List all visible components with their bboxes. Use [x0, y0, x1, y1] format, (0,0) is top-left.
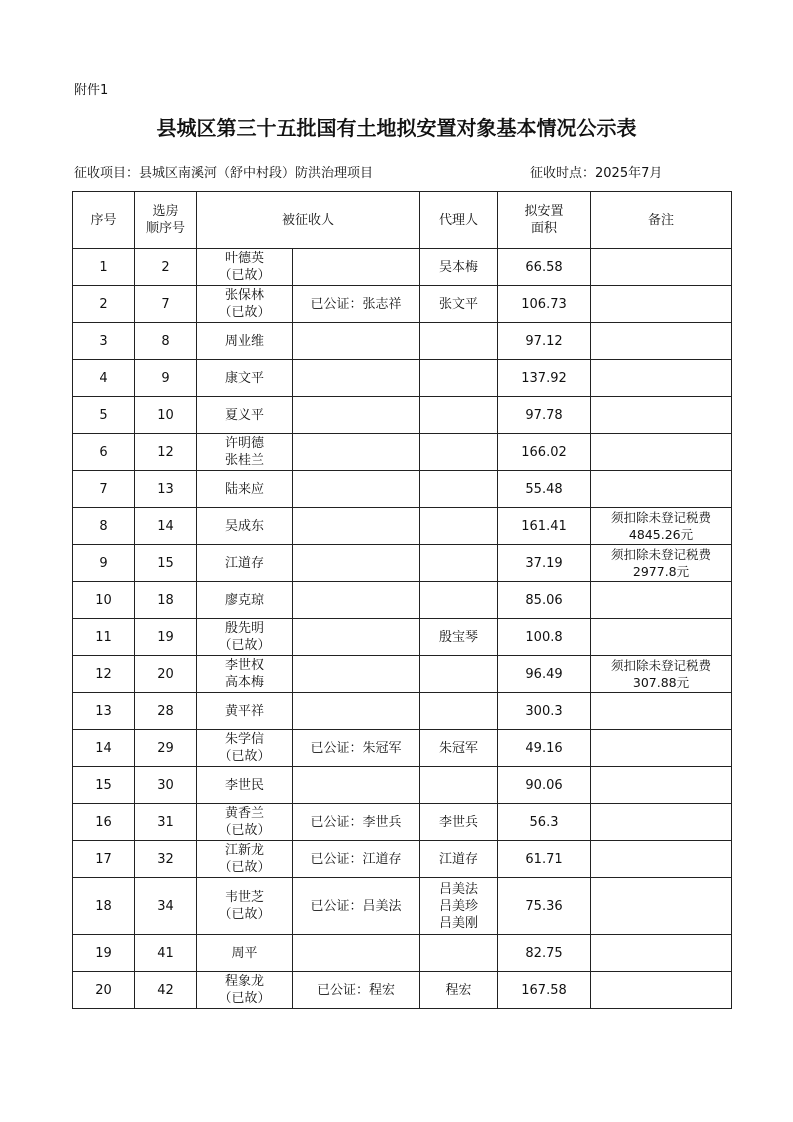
cell-area: 56.3	[498, 804, 591, 841]
cell-order: 42	[135, 972, 197, 1009]
table-row	[73, 767, 732, 804]
cell-remark	[591, 471, 732, 508]
cell-remark	[591, 730, 732, 767]
table-row	[73, 935, 732, 972]
header-remark: 备注	[591, 192, 732, 249]
cell-notary: 已公证：江道存	[293, 841, 420, 878]
cell-agent: 吕美法 吕美珍 吕美刚	[420, 878, 498, 935]
cell-agent	[420, 360, 498, 397]
table-row	[73, 249, 732, 286]
cell-order: 28	[135, 693, 197, 730]
table-row	[73, 360, 732, 397]
cell-seq: 15	[73, 767, 135, 804]
table-row	[73, 323, 732, 360]
cell-area: 96.49	[498, 656, 591, 693]
cell-expropriated-name: 张保林 （已故）	[197, 286, 293, 323]
cell-notary: 已公证：朱冠军	[293, 730, 420, 767]
cell-expropriated-name: 朱学信 （已故）	[197, 730, 293, 767]
cell-remark: 须扣除未登记税费 2977.8元	[591, 545, 732, 582]
cell-area: 85.06	[498, 582, 591, 619]
cell-expropriated-name: 黄香兰 （已故）	[197, 804, 293, 841]
cell-order: 14	[135, 508, 197, 545]
table-row	[73, 730, 732, 767]
cell-seq: 12	[73, 656, 135, 693]
cell-agent	[420, 323, 498, 360]
cell-remark	[591, 619, 732, 656]
cell-expropriated-name: 周业维	[197, 323, 293, 360]
cell-expropriated-name: 江道存	[197, 545, 293, 582]
cell-order: 12	[135, 434, 197, 471]
cell-order: 2	[135, 249, 197, 286]
project-name: 征收项目：县城区南溪河（舒中村段）防洪治理项目	[74, 166, 374, 181]
cell-seq: 5	[73, 397, 135, 434]
cell-order: 32	[135, 841, 197, 878]
table-row	[73, 804, 732, 841]
cell-remark	[591, 972, 732, 1009]
header-order: 选房 顺序号	[135, 192, 197, 249]
cell-agent	[420, 656, 498, 693]
cell-area: 137.92	[498, 360, 591, 397]
table-body	[73, 249, 732, 1009]
cell-notary	[293, 582, 420, 619]
cell-remark	[591, 360, 732, 397]
table-row	[73, 471, 732, 508]
annex-label: 附件1	[74, 83, 109, 98]
table-row	[73, 878, 732, 935]
cell-notary	[293, 767, 420, 804]
cell-notary	[293, 935, 420, 972]
cell-seq: 9	[73, 545, 135, 582]
cell-order: 20	[135, 656, 197, 693]
cell-expropriated-name: 陆来应	[197, 471, 293, 508]
cell-agent	[420, 582, 498, 619]
cell-notary	[293, 693, 420, 730]
cell-agent: 朱冠军	[420, 730, 498, 767]
table-row	[73, 434, 732, 471]
cell-remark	[591, 841, 732, 878]
cell-notary: 已公证：吕美法	[293, 878, 420, 935]
cell-remark	[591, 397, 732, 434]
table-row	[73, 508, 732, 545]
table-row	[73, 693, 732, 730]
header-seq: 序号	[73, 192, 135, 249]
table-row	[73, 286, 732, 323]
cell-remark	[591, 767, 732, 804]
cell-notary	[293, 434, 420, 471]
cell-notary	[293, 360, 420, 397]
cell-seq: 8	[73, 508, 135, 545]
cell-seq: 14	[73, 730, 135, 767]
cell-area: 97.12	[498, 323, 591, 360]
cell-expropriated-name: 吴成东	[197, 508, 293, 545]
cell-area: 100.8	[498, 619, 591, 656]
cell-remark	[591, 582, 732, 619]
cell-area: 55.48	[498, 471, 591, 508]
cell-area: 75.36	[498, 878, 591, 935]
cell-order: 13	[135, 471, 197, 508]
cell-seq: 19	[73, 935, 135, 972]
cell-order: 29	[135, 730, 197, 767]
table-row	[73, 972, 732, 1009]
cell-order: 34	[135, 878, 197, 935]
cell-order: 31	[135, 804, 197, 841]
cell-area: 167.58	[498, 972, 591, 1009]
cell-expropriated-name: 江新龙 （已故）	[197, 841, 293, 878]
cell-order: 8	[135, 323, 197, 360]
cell-remark	[591, 434, 732, 471]
cell-order: 30	[135, 767, 197, 804]
cell-agent	[420, 935, 498, 972]
cell-expropriated-name: 程象龙 （已故）	[197, 972, 293, 1009]
cell-agent	[420, 434, 498, 471]
cell-area: 166.02	[498, 434, 591, 471]
cell-order: 19	[135, 619, 197, 656]
cell-notary: 已公证：程宏	[293, 972, 420, 1009]
cell-agent: 江道存	[420, 841, 498, 878]
cell-seq: 13	[73, 693, 135, 730]
cell-notary	[293, 619, 420, 656]
cell-area: 66.58	[498, 249, 591, 286]
expropriation-date: 征收时点：2025年7月	[530, 166, 663, 181]
cell-agent: 张文平	[420, 286, 498, 323]
cell-expropriated-name: 许明德 张桂兰	[197, 434, 293, 471]
cell-area: 300.3	[498, 693, 591, 730]
table-row	[73, 397, 732, 434]
cell-area: 37.19	[498, 545, 591, 582]
table-row	[73, 545, 732, 582]
cell-expropriated-name: 李世权 高本梅	[197, 656, 293, 693]
cell-remark	[591, 286, 732, 323]
cell-remark	[591, 693, 732, 730]
cell-area: 49.16	[498, 730, 591, 767]
cell-area: 82.75	[498, 935, 591, 972]
cell-notary	[293, 249, 420, 286]
cell-notary	[293, 545, 420, 582]
cell-expropriated-name: 康文平	[197, 360, 293, 397]
cell-expropriated-name: 李世民	[197, 767, 293, 804]
header-area: 拟安置 面积	[498, 192, 591, 249]
cell-remark	[591, 249, 732, 286]
resettlement-table	[72, 191, 732, 1009]
cell-agent: 程宏	[420, 972, 498, 1009]
cell-seq: 2	[73, 286, 135, 323]
cell-order: 15	[135, 545, 197, 582]
table-header-row	[73, 192, 732, 249]
cell-agent	[420, 397, 498, 434]
cell-notary	[293, 656, 420, 693]
cell-seq: 10	[73, 582, 135, 619]
cell-order: 18	[135, 582, 197, 619]
cell-seq: 17	[73, 841, 135, 878]
cell-seq: 11	[73, 619, 135, 656]
cell-agent: 殷宝琴	[420, 619, 498, 656]
cell-order: 7	[135, 286, 197, 323]
cell-notary	[293, 471, 420, 508]
cell-seq: 7	[73, 471, 135, 508]
cell-remark	[591, 804, 732, 841]
cell-agent	[420, 693, 498, 730]
cell-area: 97.78	[498, 397, 591, 434]
cell-seq: 20	[73, 972, 135, 1009]
cell-agent: 李世兵	[420, 804, 498, 841]
cell-area: 161.41	[498, 508, 591, 545]
cell-seq: 1	[73, 249, 135, 286]
cell-agent	[420, 767, 498, 804]
cell-seq: 6	[73, 434, 135, 471]
cell-area: 61.71	[498, 841, 591, 878]
cell-notary	[293, 323, 420, 360]
cell-remark	[591, 878, 732, 935]
cell-agent: 吴本梅	[420, 249, 498, 286]
cell-area: 90.06	[498, 767, 591, 804]
cell-seq: 16	[73, 804, 135, 841]
cell-expropriated-name: 廖克琼	[197, 582, 293, 619]
cell-order: 41	[135, 935, 197, 972]
cell-remark	[591, 935, 732, 972]
table-row	[73, 582, 732, 619]
cell-agent	[420, 545, 498, 582]
cell-expropriated-name: 叶德英 （已故）	[197, 249, 293, 286]
table-row	[73, 619, 732, 656]
cell-remark	[591, 323, 732, 360]
cell-expropriated-name: 夏义平	[197, 397, 293, 434]
table-row	[73, 656, 732, 693]
cell-expropriated-name: 黄平祥	[197, 693, 293, 730]
cell-expropriated-name: 殷先明 （已故）	[197, 619, 293, 656]
header-expropriated: 被征收人	[197, 192, 420, 249]
cell-notary: 已公证：李世兵	[293, 804, 420, 841]
header-agent: 代理人	[420, 192, 498, 249]
cell-notary	[293, 397, 420, 434]
cell-area: 106.73	[498, 286, 591, 323]
cell-notary	[293, 508, 420, 545]
cell-agent	[420, 508, 498, 545]
cell-agent	[420, 471, 498, 508]
cell-expropriated-name: 周平	[197, 935, 293, 972]
cell-seq: 3	[73, 323, 135, 360]
cell-order: 10	[135, 397, 197, 434]
cell-notary: 已公证：张志祥	[293, 286, 420, 323]
table-row	[73, 841, 732, 878]
cell-remark: 须扣除未登记税费 307.88元	[591, 656, 732, 693]
cell-remark: 须扣除未登记税费 4845.26元	[591, 508, 732, 545]
cell-seq: 4	[73, 360, 135, 397]
cell-seq: 18	[73, 878, 135, 935]
cell-order: 9	[135, 360, 197, 397]
document-title: 县城区第三十五批国有土地拟安置对象基本情况公示表	[156, 116, 637, 140]
cell-expropriated-name: 韦世芝 （已故）	[197, 878, 293, 935]
